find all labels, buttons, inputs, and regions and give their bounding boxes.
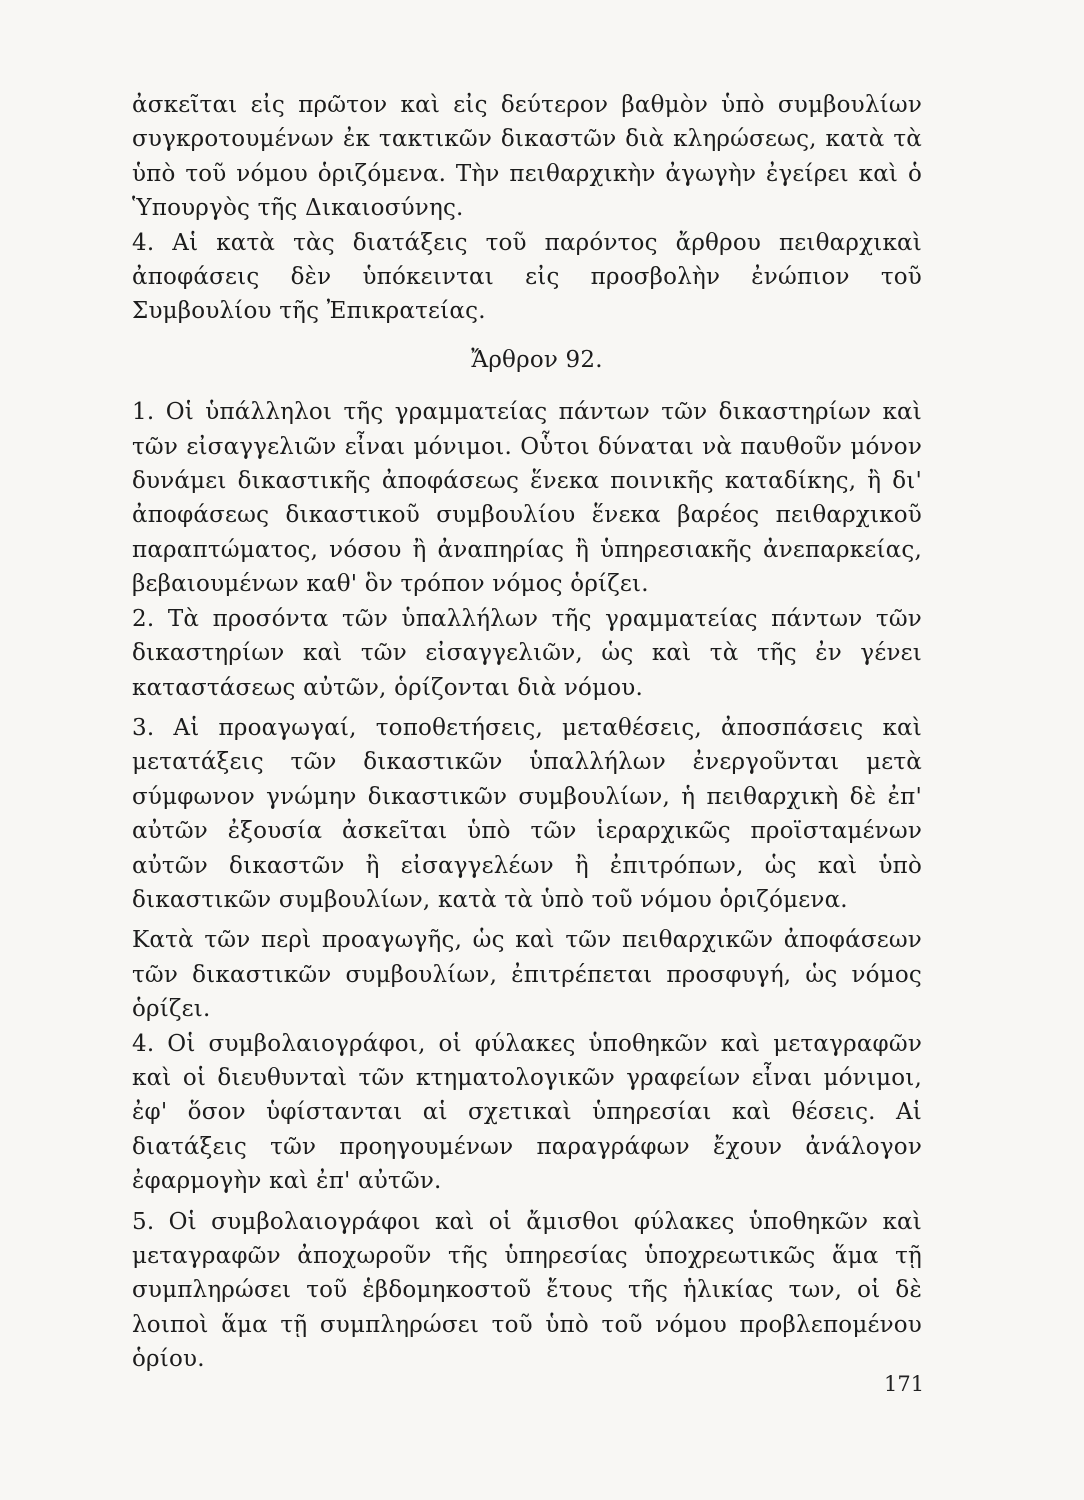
paragraph-4: 4. Οἱ συμβολαιογράφοι, οἱ φύλακες ὑποθηκῶν καὶ μεταγραφῶν καὶ οἱ διευθυνταὶ τῶν κτηματολογικῶν γραφείων εἶναι μόνιμοι, ἐφ' ὅσον ὑφίστανται αἱ σχετικαὶ ὑπηρεσίαι καὶ θέσεις. Αἱ διατάξεις τῶν προηγουμένων παραγράφων ἔχουν ἀνάλογον ἐφαρμογὴν καὶ ἐπ' αὐτῶν. bbox=[132, 1030, 922, 1195]
article-heading: Ἄρθρον 92. bbox=[471, 346, 603, 373]
intro-paragraph: ἀσκεῖται εἰς πρῶτον καὶ εἰς δεύτερον βαθμὸν ὑπὸ συμβουλίων συγκροτουμένων ἐκ τακτικῶν δικαστῶν διὰ κληρώσεως, κατὰ τὰ ὑπὸ τοῦ νόμου ὁριζόμενα. Τὴν πειθαρχικὴν ἀγωγὴν ἐγείρει καὶ ὁ Ὑπουργὸς τῆς Δικαιοσύνης. bbox=[132, 92, 922, 222]
paragraph-3-continuation: Κατὰ τῶν περὶ προαγωγῆς, ὡς καὶ τῶν πειθαρχικῶν ἀποφάσεων τῶν δικαστικῶν συμβουλίων, ἐπιτρέπεται προσφυγή, ὡς νόμος ὁρίζει. bbox=[132, 927, 922, 1023]
page-number: 171 bbox=[884, 1372, 925, 1396]
paragraph-2: 2. Τὰ προσόντα τῶν ὑπαλλήλων τῆς γραμματείας πάντων τῶν δικαστηρίων καὶ τῶν εἰσαγγελιῶν, ὡς καὶ τὰ τῆς ἐν γένει καταστάσεως αὐτῶν, ὁρίζονται διὰ νόμου. bbox=[132, 605, 922, 701]
paragraph-1: 1. Οἱ ὑπάλληλοι τῆς γραμματείας πάντων τῶν δικαστηρίων καὶ τῶν εἰσαγγελιῶν εἶναι μόνιμοι. Οὗτοι δύναται νὰ παυθοῦν μόνον δυνάμει δικαστικῆς ἀποφάσεως ἕνεκα ποινικῆς καταδίκης, ἢ δι' ἀποφάσεως δικαστικοῦ συμβουλίου ἕνεκα βαρέος πειθαρχικοῦ παραπτώματος, νόσου ἢ ἀναπηρίας ἢ ὑπηρεσιακῆς ἀνεπαρκείας, βεβαιουμένων καθ' ὃν τρόπον νόμος ὁρίζει. bbox=[132, 399, 922, 598]
body-text bbox=[132, 88, 922, 1377]
paragraph-3: 3. Αἱ προαγωγαί, τοποθετήσεις, μεταθέσεις, ἀποσπάσεις καὶ μετατάξεις τῶν δικαστικῶν ὑπαλλήλων ἐνεργοῦνται μετὰ σύμφωνον γνώμην δικαστικῶν συμβουλίων, ἡ πειθαρχικὴ δὲ ἐπ' αὐτῶν ἐξουσία ἀσκεῖται ὑπὸ τῶν ἱεραρχικῶς προϊσταμένων αὐτῶν δικαστῶν ἢ εἰσαγγελέων ἢ ἐπιτρόπων, ὡς καὶ ὑπὸ δικαστικῶν συμβουλίων, κατὰ τὰ ὑπὸ τοῦ νόμου ὁριζόμενα. bbox=[132, 714, 922, 913]
paragraph-4-previous-article: 4. Αἱ κατὰ τὰς διατάξεις τοῦ παρόντος ἄρθρου πειθαρχικαὶ ἀποφάσεις δὲν ὑπόκεινται εἰς προσβολὴν ἐνώπιον τοῦ Συμβουλίου τῆς Ἐπικρατείας. bbox=[132, 229, 922, 325]
paragraph-5: 5. Οἱ συμβολαιογράφοι καὶ οἱ ἄμισθοι φύλακες ὑποθηκῶν καὶ μεταγραφῶν ἀποχωροῦν τῆς ὑπηρεσίας ὑποχρεωτικῶς ἅμα τῇ συμπληρώσει τοῦ ἑβδομηκοστοῦ ἔτους τῆς ἡλικίας των, οἱ δὲ λοιποὶ ἅμα τῇ συμπληρώσει τοῦ ὑπὸ τοῦ νόμου προβλεπομένου ὁρίου. bbox=[132, 1208, 922, 1373]
